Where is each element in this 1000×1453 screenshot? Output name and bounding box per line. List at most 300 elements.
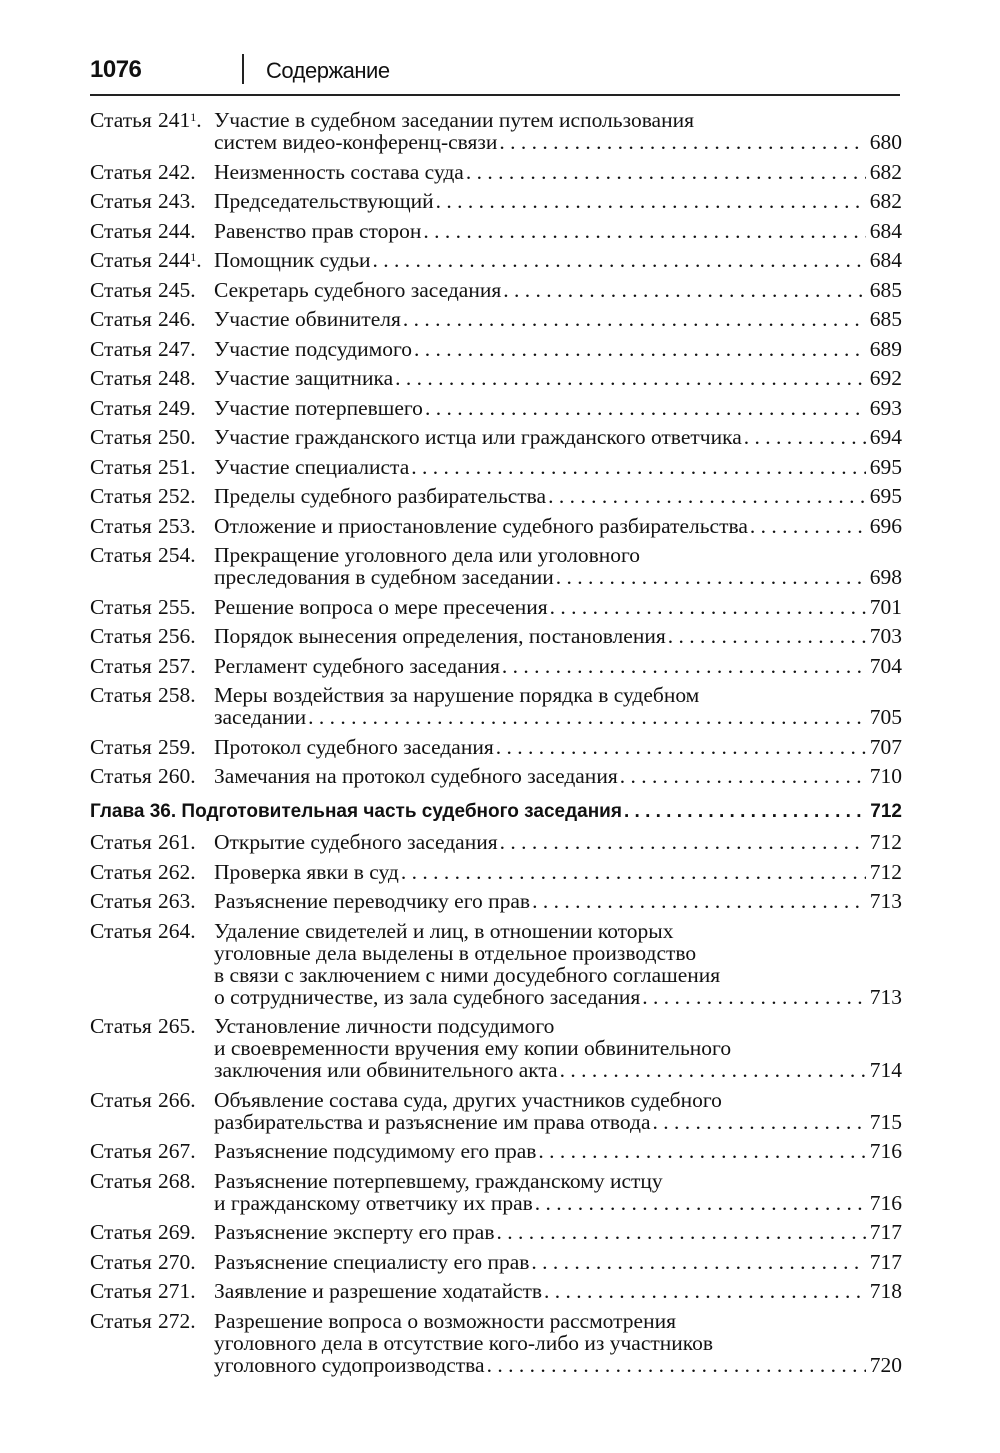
article-label (90, 308, 210, 330)
article-label (90, 426, 210, 448)
article-word: Статья (90, 624, 152, 648)
article-title-line: Заявление и разрешение ходатайств (214, 1279, 543, 1303)
dot-leader (502, 655, 866, 677)
article-word: Статья (90, 189, 152, 213)
article-label (90, 1221, 210, 1243)
article-label (90, 1310, 210, 1332)
article-word: Статья (90, 653, 152, 678)
dot-leader (538, 1140, 866, 1162)
article-number: 249. (158, 395, 196, 420)
page-reference: 705 (869, 705, 902, 729)
toc-line (214, 1089, 902, 1111)
page-reference: 685 (869, 277, 902, 302)
article-title-line: Помощник судьи (214, 248, 371, 272)
page-reference: 684 (869, 248, 902, 272)
article-word: Статья (90, 336, 152, 361)
page-reference: 698 (869, 565, 902, 589)
article-word: Статья (90, 859, 152, 884)
toc-entry (90, 684, 902, 728)
article-title-line: о сотрудничестве, из зала судебного заседания (214, 984, 641, 1009)
dot-leader (503, 279, 866, 301)
table-of-contents (90, 109, 902, 1376)
toc-line (214, 109, 902, 131)
dot-leader (411, 456, 866, 478)
toc-entry (90, 544, 902, 588)
dot-leader (496, 736, 866, 758)
article-title-line: уголовного дела в отсутствие кого-либо из участников (214, 1330, 714, 1355)
article-number: 259. (158, 734, 196, 759)
toc-line-leader (214, 596, 902, 618)
toc-line-leader (214, 831, 902, 853)
dot-leader (373, 249, 866, 271)
article-word: Статья (90, 454, 152, 479)
article-title-line: и своевременности вручения ему копии обвинительного (214, 1036, 732, 1060)
page-reference: 695 (869, 484, 902, 508)
toc-line-leader (214, 1059, 902, 1081)
page-reference: 685 (869, 307, 902, 331)
toc-line (214, 1332, 902, 1354)
page-reference: 716 (869, 1190, 902, 1215)
toc-line (214, 1015, 902, 1037)
dot-leader (414, 338, 866, 360)
article-word: Статья (90, 277, 152, 302)
toc-entry (90, 1089, 902, 1133)
page-reference: 692 (869, 366, 902, 390)
toc-entry (90, 920, 902, 1008)
toc-line-leader (214, 279, 902, 301)
toc-entry (90, 655, 902, 677)
toc-entry (90, 861, 902, 883)
toc-entry (90, 515, 902, 537)
article-title-line: Участие специалиста (214, 454, 410, 479)
article-label (90, 861, 210, 883)
article-title-line: Участие в судебном заседании путем использования (214, 108, 695, 132)
article-word: Статья (90, 159, 152, 184)
toc-line-leader (214, 220, 902, 242)
article-word: Статья (90, 1308, 152, 1333)
article-number: 251. (158, 454, 196, 479)
article-label (90, 655, 210, 677)
toc-line (214, 1170, 902, 1192)
dot-leader (653, 1111, 866, 1133)
toc-line-leader (214, 625, 902, 647)
dot-leader (624, 801, 866, 823)
page-reference: 682 (869, 159, 902, 184)
article-number: 244. (158, 218, 196, 243)
article-label (90, 684, 210, 706)
article-title-line: Разъяснение потерпевшему, гражданскому истцу (214, 1168, 663, 1193)
article-word: Статья (90, 513, 152, 538)
toc-line (214, 964, 902, 986)
article-word: Статья (90, 366, 152, 390)
article-title-line: Установление личности подсудимого (214, 1014, 555, 1038)
article-number: 270. (158, 1249, 196, 1274)
page-reference: 720 (869, 1352, 902, 1377)
toc-line-leader (214, 131, 902, 153)
page-reference: 718 (869, 1279, 902, 1303)
article-title-line: Секретарь судебного заседания (214, 277, 502, 302)
toc-line-leader (214, 1192, 902, 1214)
article-label (90, 1280, 210, 1302)
article-word: Статья (90, 889, 152, 913)
page-reference: 684 (869, 218, 902, 243)
article-title-line: уголовного судопроизводства (214, 1352, 485, 1377)
chapter-title: Глава 36. Подготовительная часть судебного заседания (90, 801, 622, 822)
article-title-line: преследования в судебном заседании (214, 565, 554, 589)
toc-entry (90, 456, 902, 478)
article-label (90, 279, 210, 301)
page-reference: 682 (869, 189, 902, 213)
article-word: Статья (90, 1139, 152, 1163)
article-number: 247. (158, 336, 196, 361)
article-title-line: Открытие судебного заседания (214, 830, 498, 854)
toc-entry (90, 736, 902, 758)
article-title-line: Разъяснение эксперту его прав (214, 1220, 495, 1244)
article-word: Статья (90, 764, 152, 788)
article-title-line: Проверка явки в суд (214, 859, 399, 884)
page-reference: 715 (869, 1109, 902, 1134)
article-number: 244 (158, 248, 191, 272)
article-label (90, 515, 210, 537)
toc-entry (90, 1221, 902, 1243)
toc-line-leader (214, 308, 902, 330)
page-reference: 704 (869, 653, 902, 678)
article-title-line: Участие обвинителя (214, 307, 401, 331)
toc-line-leader (214, 861, 902, 883)
article-number: 243. (158, 189, 196, 213)
article-title-line: Пределы судебного разбирательства (214, 484, 547, 508)
dot-leader (497, 1221, 867, 1243)
toc-line-leader (214, 986, 902, 1008)
page-reference: 696 (869, 513, 902, 538)
article-label (90, 190, 210, 212)
page-reference: 680 (869, 130, 902, 154)
dot-leader (750, 515, 866, 537)
toc-line (214, 544, 902, 566)
article-label (90, 736, 210, 758)
article-number: 260. (158, 764, 196, 788)
article-word: Статья (90, 734, 152, 759)
dot-leader (395, 367, 866, 389)
page-header (90, 52, 900, 96)
article-label (90, 1140, 210, 1162)
toc-line-leader (214, 338, 902, 360)
article-word: Статья (90, 307, 152, 331)
article-word: Статья (90, 248, 152, 272)
article-label (90, 485, 210, 507)
page-reference: 693 (869, 395, 902, 420)
article-label (90, 625, 210, 647)
dot-leader (403, 308, 866, 330)
page-reference: 713 (869, 984, 902, 1009)
dot-leader (423, 220, 866, 242)
toc-line (214, 942, 902, 964)
article-title-line: Разъяснение переводчику его прав (214, 889, 531, 913)
article-word: Статья (90, 594, 152, 619)
article-superscript: 1 (190, 250, 197, 264)
toc-line-leader (214, 736, 902, 758)
dot-leader (401, 861, 866, 883)
toc-chapter (90, 801, 902, 823)
article-title-line: в связи с заключением с ними досудебного соглашения (214, 962, 721, 987)
article-label (90, 1089, 210, 1111)
dot-leader (556, 566, 866, 588)
toc-line-leader (214, 426, 902, 448)
toc-line-leader (214, 1221, 902, 1243)
article-label (90, 1251, 210, 1273)
article-number: 266. (158, 1087, 196, 1112)
toc-entry (90, 367, 902, 389)
article-word: Статья (90, 1087, 152, 1112)
toc-line-leader (214, 1251, 902, 1273)
article-label (90, 220, 210, 242)
toc-line-leader (214, 397, 902, 419)
article-title-line: Объявление состава суда, других участников судебного (214, 1087, 722, 1112)
toc-line-leader (214, 367, 902, 389)
article-number: 256. (158, 624, 196, 648)
article-title-line: Удаление свидетелей и лиц, в отношении которых (214, 918, 674, 943)
article-label (90, 920, 210, 942)
article-number: 264. (158, 918, 196, 943)
toc-line-leader (214, 249, 902, 271)
dot-leader (548, 485, 866, 507)
running-title: Содержание (266, 58, 390, 83)
dot-leader (499, 131, 866, 153)
article-number: 242. (158, 159, 196, 184)
page-reference: 710 (869, 764, 902, 788)
toc-entry (90, 1140, 902, 1162)
article-word: Статья (90, 830, 152, 854)
toc-entry (90, 338, 902, 360)
toc-entry (90, 161, 902, 183)
article-title-line: Регламент судебного заседания (214, 653, 500, 678)
dot-leader (642, 986, 866, 1008)
toc-line (214, 920, 902, 942)
article-title-line: Решение вопроса о мере пресечения (214, 594, 548, 619)
dot-leader (544, 1280, 866, 1302)
article-label (90, 367, 210, 389)
page-reference: 689 (869, 336, 902, 361)
article-word: Статья (90, 395, 152, 420)
article-label (90, 831, 210, 853)
article-number: 248. (158, 366, 196, 390)
toc-line-leader (214, 655, 902, 677)
page-reference: 717 (869, 1220, 902, 1244)
toc-entry (90, 485, 902, 507)
article-word: Статья (90, 543, 152, 567)
toc-line-leader (214, 485, 902, 507)
toc-entry (90, 625, 902, 647)
article-label (90, 161, 210, 183)
article-label (90, 544, 210, 566)
dot-leader (500, 831, 866, 853)
page-reference: 694 (869, 425, 902, 449)
article-title-line: Участие защитника (214, 366, 394, 390)
toc-line-leader (214, 190, 902, 212)
toc-line-leader (214, 706, 902, 728)
article-number: 261. (158, 830, 196, 854)
dot-leader (744, 426, 866, 448)
article-number: 245. (158, 277, 196, 302)
article-title-line: Замечания на протокол судебного заседания (214, 764, 618, 788)
article-number: 265. (158, 1014, 196, 1038)
article-word: Статья (90, 918, 152, 943)
dot-leader (436, 190, 866, 212)
article-number: 252. (158, 484, 196, 508)
toc-entry (90, 1310, 902, 1376)
article-word: Статья (90, 108, 152, 132)
article-title-line: разбирательства и разъяснение им права отвода (214, 1109, 651, 1134)
toc-entry (90, 249, 902, 271)
article-label (90, 596, 210, 618)
article-number: 267. (158, 1139, 196, 1163)
article-number: 271. (158, 1279, 196, 1303)
toc-line-leader (214, 566, 902, 588)
page-reference: 713 (869, 889, 902, 913)
article-title-line: Равенство прав сторон (214, 218, 422, 243)
article-word: Статья (90, 683, 152, 707)
article-title-line: Протокол судебного заседания (214, 734, 494, 759)
article-title-line: заседании (214, 705, 307, 729)
article-title-line: Отложение и приостановление судебного разбирательства (214, 513, 748, 538)
article-word: Статья (90, 1168, 152, 1193)
page-reference: 714 (869, 1058, 902, 1082)
article-label (90, 397, 210, 419)
page-reference: 712 (869, 859, 902, 884)
article-label (90, 1015, 210, 1037)
article-number: 268. (158, 1168, 196, 1193)
toc-line-leader (90, 801, 902, 823)
article-title-line: Участие потерпевшего (214, 395, 423, 420)
toc-line (214, 1037, 902, 1059)
article-label (90, 765, 210, 787)
article-title-line: Прекращение уголовного дела или уголовного (214, 543, 641, 567)
article-number: 241 (158, 108, 191, 132)
article-title-line: Порядок вынесения определения, постановления (214, 624, 666, 648)
toc-entry (90, 831, 902, 853)
toc-entry (90, 1170, 902, 1214)
header-divider (242, 54, 244, 84)
article-word: Статья (90, 484, 152, 508)
article-title-line: заключения или обвинительного акта (214, 1058, 558, 1082)
article-title-line: Участие подсудимого (214, 336, 413, 361)
article-number: 258. (158, 683, 196, 707)
toc-entry (90, 1280, 902, 1302)
article-title-line: Меры воздействия за нарушение порядка в судебном (214, 683, 700, 707)
article-word: Статья (90, 1014, 152, 1038)
article-title-line: Неизменность состава суда (214, 159, 464, 184)
article-label: Статья $244^1$. (90, 248, 202, 272)
toc-line-leader (214, 1140, 902, 1162)
dot-leader (308, 706, 866, 728)
article-number: 269. (158, 1220, 196, 1244)
toc-entry (90, 765, 902, 787)
article-number: 263. (158, 889, 196, 913)
toc-entry (90, 1251, 902, 1273)
page-number: 1076 (90, 56, 142, 83)
toc-line-leader (214, 161, 902, 183)
article-label: Статья $241^1$. (90, 108, 202, 132)
toc-line-leader (214, 890, 902, 912)
article-number: 246. (158, 307, 196, 331)
toc-entry (90, 308, 902, 330)
toc-entry (90, 220, 902, 242)
article-title-line: Разъяснение специалисту его прав (214, 1249, 530, 1274)
dot-leader (668, 625, 866, 647)
toc-line (214, 684, 902, 706)
dot-leader (532, 890, 866, 912)
dot-leader (487, 1354, 866, 1376)
dot-leader (550, 596, 866, 618)
page-reference: 712 (870, 801, 902, 822)
toc-entry (90, 890, 902, 912)
toc-entry (90, 109, 902, 153)
page-reference: 717 (869, 1249, 902, 1274)
toc-line-leader (214, 1280, 902, 1302)
dot-leader (560, 1059, 866, 1081)
article-label (90, 338, 210, 360)
article-number: 250. (158, 425, 196, 449)
article-number: 254. (158, 543, 196, 567)
dot-leader (466, 161, 866, 183)
article-superscript: 1 (190, 110, 197, 124)
article-word: Статья (90, 218, 152, 243)
article-number: 253. (158, 513, 196, 538)
article-label (90, 1170, 210, 1192)
toc-entry (90, 279, 902, 301)
article-title-line: уголовные дела выделены в отдельное производство (214, 940, 697, 965)
article-word: Статья (90, 1279, 152, 1303)
article-word: Статья (90, 1220, 152, 1244)
article-title-line: Разрешение вопроса о возможности рассмотрения (214, 1308, 676, 1333)
article-title-line: Председательствующий (214, 189, 434, 213)
toc-line-leader (214, 456, 902, 478)
toc-entry (90, 190, 902, 212)
toc-line-leader (214, 1354, 902, 1376)
article-label (90, 890, 210, 912)
page-reference: 703 (869, 624, 902, 648)
page-reference: 707 (869, 734, 902, 759)
dot-leader (535, 1192, 866, 1214)
article-title-line: систем видео-конференц-связи (214, 130, 498, 154)
page-reference: 701 (869, 594, 902, 619)
page-reference: 716 (869, 1139, 902, 1163)
page-reference: 712 (869, 830, 902, 854)
toc-line-leader (214, 515, 902, 537)
article-word: Статья (90, 1249, 152, 1274)
article-title-line: Участие гражданского истца или гражданского ответчика (214, 425, 742, 449)
toc-line (214, 1310, 902, 1332)
article-number: 272. (158, 1308, 196, 1333)
article-title-line: и гражданскому ответчику их прав (214, 1190, 533, 1215)
article-title-line: Разъяснение подсудимому его прав (214, 1139, 537, 1163)
dot-leader (425, 397, 866, 419)
page-reference: 695 (869, 454, 902, 479)
article-word: Статья (90, 425, 152, 449)
toc-entry (90, 596, 902, 618)
article-number: 257. (158, 653, 196, 678)
toc-line-leader (214, 1111, 902, 1133)
article-number: 262. (158, 859, 196, 884)
toc-entry (90, 1015, 902, 1081)
article-number: 255. (158, 594, 196, 619)
dot-leader (620, 765, 866, 787)
article-label (90, 456, 210, 478)
toc-entry (90, 426, 902, 448)
toc-entry (90, 397, 902, 419)
dot-leader (531, 1251, 866, 1273)
toc-line-leader (214, 765, 902, 787)
